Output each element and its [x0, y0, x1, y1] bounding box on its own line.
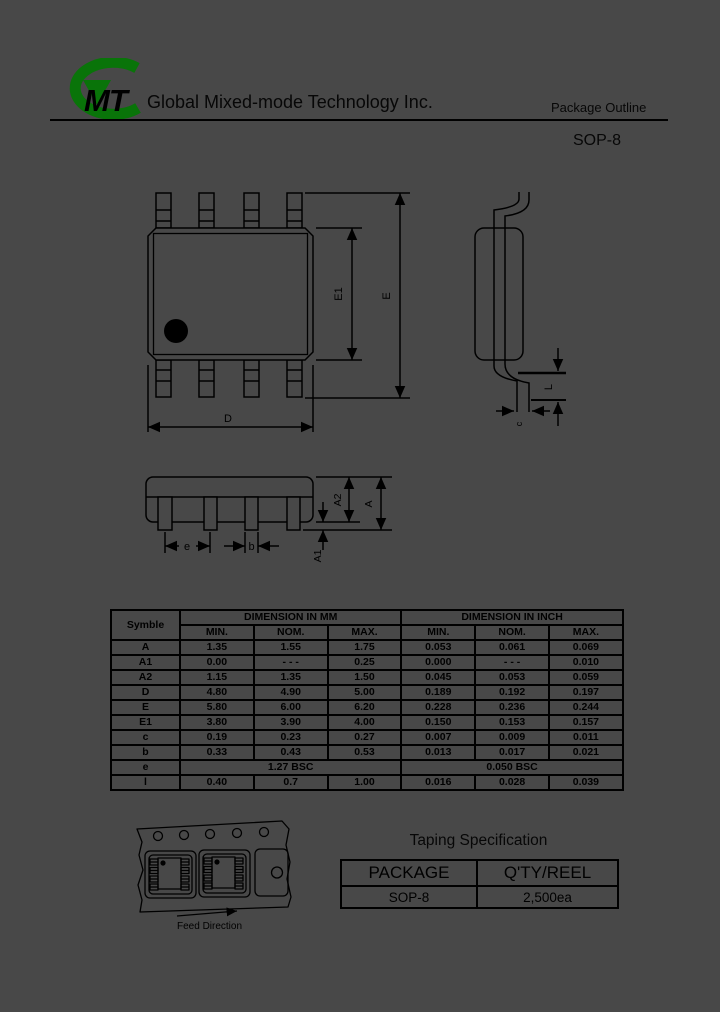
header-divider: [50, 119, 668, 121]
symbol-cell: A1: [111, 655, 180, 670]
inch-cell: 0.007: [401, 730, 475, 745]
table-row: [111, 760, 623, 775]
mm-nom-header: NOM.: [254, 625, 328, 640]
inch-cell: 0.189: [401, 685, 475, 700]
symbol-cell: l: [111, 775, 180, 790]
mm-cell: 0.7: [254, 775, 328, 790]
mm-cell: 1.35: [254, 670, 328, 685]
tape-pocket-chip: [145, 851, 196, 898]
tape-pocket-chip: [199, 850, 250, 897]
mm-group-header: DIMENSION IN MM: [180, 610, 401, 625]
inch-cell: 0.000: [401, 655, 475, 670]
dim-label-b: b: [248, 541, 255, 553]
symbol-cell: D: [111, 685, 180, 700]
inch-cell: 0.010: [549, 655, 623, 670]
taping-table: [340, 859, 619, 909]
inch-cell: 0.053: [475, 670, 549, 685]
inch-cell: 0.197: [549, 685, 623, 700]
mm-min-header: MIN.: [180, 625, 254, 640]
inch-cell: 0.039: [549, 775, 623, 790]
table-row: [111, 640, 623, 655]
carrier-tape-drawing: [120, 815, 370, 940]
symbol-cell: E1: [111, 715, 180, 730]
mm-span-cell: 1.27 BSC: [180, 760, 401, 775]
table-row: [111, 775, 623, 790]
sprocket-hole: [206, 830, 215, 839]
taping-package-value: SOP-8: [341, 886, 477, 908]
mm-cell: 4.00: [328, 715, 402, 730]
dim-label-c: c: [514, 421, 524, 427]
top-view-drawing: [148, 193, 410, 432]
inch-cell: 0.009: [475, 730, 549, 745]
dimension-table-body: [111, 640, 623, 790]
inch-cell: 0.017: [475, 745, 549, 760]
logo-text: MT: [84, 83, 127, 118]
doc-title: Package Outline: [551, 100, 647, 115]
table-row: [111, 700, 623, 715]
mm-cell: 0.25: [328, 655, 402, 670]
dim-label-a2: A2: [332, 493, 344, 507]
inch-cell: 0.150: [401, 715, 475, 730]
symbol-cell: E: [111, 700, 180, 715]
sprocket-hole: [233, 829, 242, 838]
sprocket-hole: [260, 828, 269, 837]
inch-cell: 0.013: [401, 745, 475, 760]
mm-cell: 0.43: [254, 745, 328, 760]
dimension-table: [110, 609, 624, 791]
mm-cell: 1.00: [328, 775, 402, 790]
pocket-center-hole: [272, 867, 283, 878]
symbol-cell: c: [111, 730, 180, 745]
gmt-logo: [53, 58, 153, 126]
mm-cell: 0.27: [328, 730, 402, 745]
inch-cell: 0.011: [549, 730, 623, 745]
mm-cell: 0.00: [180, 655, 254, 670]
mm-cell: 6.20: [328, 700, 402, 715]
feed-direction-arrow-icon: [177, 911, 237, 916]
front-view-drawing: [146, 477, 392, 562]
mm-cell: 1.15: [180, 670, 254, 685]
dim-label-a: A: [363, 500, 375, 508]
symbol-cell: A: [111, 640, 180, 655]
symbol-cell: b: [111, 745, 180, 760]
table-row: [341, 886, 618, 908]
inch-cell: 0.016: [401, 775, 475, 790]
inch-group-header: DIMENSION IN INCH: [401, 610, 622, 625]
mm-cell: 1.75: [328, 640, 402, 655]
mm-cell: 0.40: [180, 775, 254, 790]
inch-cell: 0.061: [475, 640, 549, 655]
package-outline-drawing: [0, 150, 720, 610]
inch-cell: 0.053: [401, 640, 475, 655]
mm-cell: 0.23: [254, 730, 328, 745]
inch-cell: 0.059: [549, 670, 623, 685]
table-row: [111, 715, 623, 730]
mm-cell: 1.50: [328, 670, 402, 685]
mm-cell: 1.55: [254, 640, 328, 655]
taping-title: Taping Specification: [409, 832, 548, 849]
dim-label-l: L: [543, 383, 555, 391]
inch-cell: 0.021: [549, 745, 623, 760]
mm-cell: - - -: [254, 655, 328, 670]
mm-cell: 3.80: [180, 715, 254, 730]
inch-cell: 0.192: [475, 685, 549, 700]
table-row: [111, 685, 623, 700]
dim-label-e1: E1: [333, 287, 345, 301]
inch-cell: 0.244: [549, 700, 623, 715]
mm-cell: 5.80: [180, 700, 254, 715]
table-row: [111, 655, 623, 670]
inch-nom-header: NOM.: [475, 625, 549, 640]
pin1-marker: [164, 319, 188, 343]
mm-cell: 3.90: [254, 715, 328, 730]
company-name: Global Mixed-mode Technology Inc.: [147, 92, 433, 112]
sprocket-hole: [180, 831, 189, 840]
mm-max-header: MAX.: [328, 625, 402, 640]
symbol-cell: e: [111, 760, 180, 775]
inch-cell: 0.069: [549, 640, 623, 655]
table-row: [111, 730, 623, 745]
inch-cell: 0.028: [475, 775, 549, 790]
inch-span-cell: 0.050 BSC: [401, 760, 622, 775]
taping-col-package: PACKAGE: [341, 860, 477, 886]
dim-label-d: D: [224, 413, 232, 425]
side-view-drawing: [475, 192, 566, 426]
inch-cell: - - -: [475, 655, 549, 670]
symbol-column-header: Symble: [111, 610, 180, 640]
dim-label-a1: A1: [312, 549, 324, 563]
inch-max-header: MAX.: [549, 625, 623, 640]
mm-cell: 0.53: [328, 745, 402, 760]
inch-cell: 0.157: [549, 715, 623, 730]
package-title: SOP-8: [573, 132, 622, 149]
inch-min-header: MIN.: [401, 625, 475, 640]
mm-cell: 6.00: [254, 700, 328, 715]
inch-cell: 0.228: [401, 700, 475, 715]
mm-cell: 0.33: [180, 745, 254, 760]
sprocket-hole: [154, 832, 163, 841]
mm-cell: 4.80: [180, 685, 254, 700]
dim-label-e: E: [381, 292, 393, 300]
taping-qty-value: 2,500ea: [477, 886, 618, 908]
dim-label-pitch: e: [183, 541, 191, 553]
mm-cell: 1.35: [180, 640, 254, 655]
mm-cell: 4.90: [254, 685, 328, 700]
inch-cell: 0.045: [401, 670, 475, 685]
inch-cell: 0.236: [475, 700, 549, 715]
feed-direction-label: Feed Direction: [177, 921, 243, 932]
symbol-cell: A2: [111, 670, 180, 685]
table-row: [111, 745, 623, 760]
table-row: [111, 670, 623, 685]
mm-cell: 5.00: [328, 685, 402, 700]
taping-col-qty: Q'TY/REEL: [477, 860, 618, 886]
inch-cell: 0.153: [475, 715, 549, 730]
mm-cell: 0.19: [180, 730, 254, 745]
